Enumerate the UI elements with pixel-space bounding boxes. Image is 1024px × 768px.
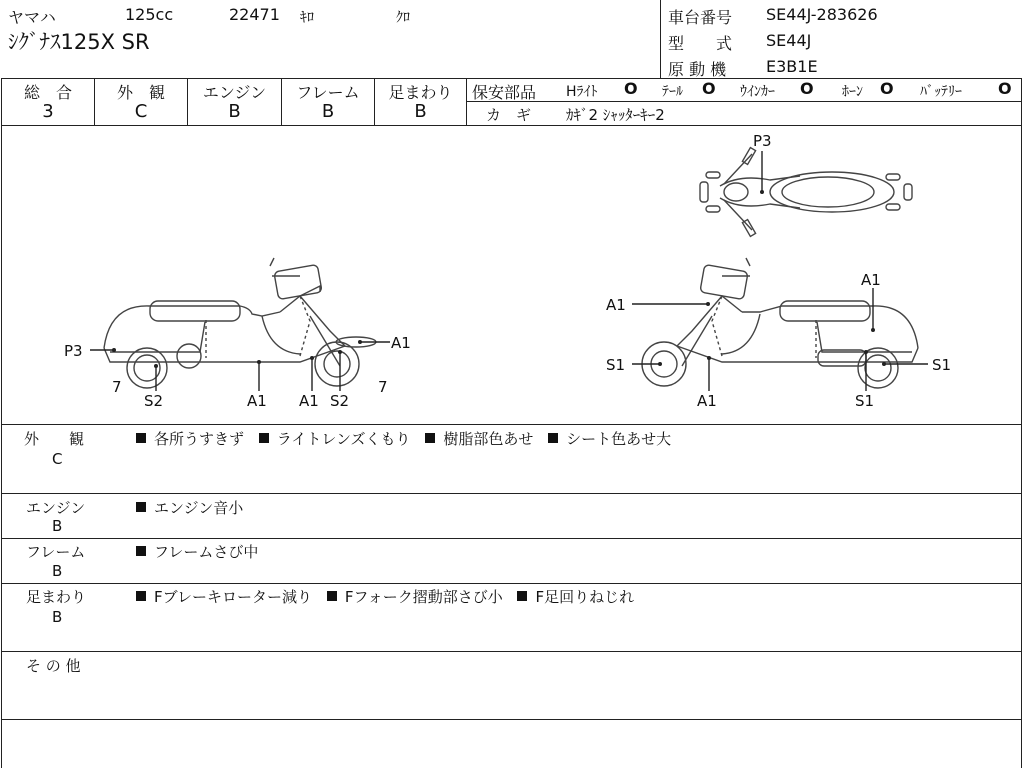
rule-header — [1, 78, 1022, 79]
safety-item-headlight: Hﾗｲﾄ — [566, 84, 598, 100]
color: ｸﾛ — [396, 10, 410, 26]
note-item: 樹脂部色あせ — [443, 430, 534, 448]
bullet-square-icon — [136, 546, 146, 556]
label-s1-left: S1 — [606, 356, 626, 374]
note-grade-exterior: C — [52, 450, 63, 468]
rule-diagram — [1, 424, 1022, 425]
note-items-suspension — [136, 586, 634, 607]
note-item: エンジン音小 — [154, 499, 244, 517]
grade-value-overall: 3 — [42, 101, 54, 122]
rule-note — [1, 583, 1022, 584]
mileage-unit: ｷﾛ — [300, 10, 314, 26]
label-s2-right: S2 — [330, 392, 350, 410]
label-s1-right: S1 — [932, 356, 952, 374]
key-label: カ ギ — [486, 106, 532, 124]
maker: ヤマハ — [8, 8, 56, 27]
label-a1-bottom-left-2: A1 — [299, 392, 319, 410]
type-label: 型 式 — [668, 34, 733, 53]
note-items-exterior — [136, 428, 671, 449]
markers-left-view — [64, 334, 411, 410]
safety-item-horn: ﾎｰﾝ — [842, 84, 863, 100]
bullet-square-icon — [548, 433, 558, 443]
scooter-left-view — [104, 258, 376, 388]
bullet-square-icon — [327, 591, 337, 601]
bullet-square-icon — [136, 502, 146, 512]
note-item: Fブレーキローター減り — [154, 588, 313, 606]
safety-item-winker: ｳｲﾝｶｰ — [740, 84, 775, 100]
safety-mark-tail: O — [702, 79, 716, 98]
scooter-top-view — [700, 148, 912, 237]
label-a1-bottom-left: A1 — [247, 392, 267, 410]
note-title-other: そ の 他 — [26, 657, 81, 675]
safety-item-tail: ﾃｰﾙ — [662, 84, 683, 100]
label-s2-left: S2 — [144, 392, 164, 410]
safety-mark-battery: O — [998, 79, 1012, 98]
label-a1-rear-right: A1 — [861, 271, 881, 289]
note-item: フレームさび中 — [154, 543, 259, 561]
bullet-square-icon — [136, 433, 146, 443]
displacement: 125cc — [125, 5, 174, 24]
rule-note — [1, 651, 1022, 652]
grade-label-frame: フレーム — [296, 83, 360, 102]
model-name: ｼｸﾞﾅｽ125X SR — [8, 30, 150, 54]
bullet-square-icon — [517, 591, 527, 601]
grade-label-overall: 総 合 — [23, 83, 72, 102]
grade-label-engine: エンジン — [202, 83, 267, 102]
safety-item-battery: ﾊﾞｯﾃﾘｰ — [920, 84, 962, 100]
grade-col-divider — [466, 78, 467, 125]
bullet-square-icon — [259, 433, 269, 443]
note-grade-frame: B — [52, 562, 63, 580]
note-items-frame — [136, 541, 258, 562]
label-p3-top: P3 — [753, 132, 772, 150]
note-grade-suspension: B — [52, 608, 63, 626]
note-item: 各所うすきず — [154, 430, 245, 448]
frame-number-label: 車台番号 — [668, 8, 733, 27]
safety-mark-horn: O — [880, 79, 894, 98]
note-item: シート色あせ大 — [566, 430, 672, 448]
label-7-left: 7 — [112, 378, 122, 396]
rule-note — [1, 538, 1022, 539]
label-s1-bottom: S1 — [855, 392, 875, 410]
label-7-right: 7 — [378, 378, 388, 396]
safety-label: 保安部品 — [472, 83, 537, 102]
note-title-suspension: 足まわり — [26, 588, 87, 606]
rule-note — [1, 719, 1022, 720]
key-value: ｶｷﾞ2 ｼｬｯﾀｰｷｰ2 — [566, 106, 665, 124]
marker-p3-top — [753, 132, 772, 194]
grade-label-suspension: 足まわり — [388, 83, 453, 102]
note-items-engine — [136, 497, 243, 518]
frame-number: SE44J-283626 — [766, 5, 878, 24]
grade-value-exterior: C — [134, 101, 148, 122]
grade-label-exterior: 外 観 — [116, 83, 165, 102]
label-p3-left: P3 — [64, 342, 83, 360]
engine-value: E3B1E — [766, 57, 818, 76]
note-item: ライトレンズくもり — [276, 430, 411, 448]
note-grade-engine: B — [52, 517, 63, 535]
grade-value-suspension: B — [414, 101, 427, 122]
label-a1-bottom-right: A1 — [697, 392, 717, 410]
grade-value-engine: B — [228, 101, 241, 122]
safety-mark-winker: O — [800, 79, 814, 98]
bullet-square-icon — [425, 433, 435, 443]
markers-right-view — [606, 271, 951, 410]
engine-label: 原 動 機 — [668, 60, 727, 79]
note-title-frame: フレーム — [26, 543, 86, 561]
note-item: Fフォーク摺動部さび小 — [344, 588, 503, 606]
note-item: F足回りねじれ — [535, 588, 635, 606]
label-a1-front: A1 — [391, 334, 411, 352]
note-title-engine: エンジン — [26, 499, 86, 517]
damage-diagram — [0, 126, 1024, 424]
rule-note — [1, 493, 1022, 494]
rule-safety — [466, 101, 1022, 102]
grade-value-frame: B — [321, 101, 335, 122]
mileage: 22471 — [229, 5, 280, 24]
label-a1-body-right: A1 — [606, 296, 626, 314]
type-value: SE44J — [766, 31, 812, 50]
note-title-exterior: 外 観 — [24, 430, 85, 448]
header-divider — [660, 0, 661, 78]
bullet-square-icon — [136, 591, 146, 601]
safety-mark-headlight: O — [624, 79, 638, 98]
